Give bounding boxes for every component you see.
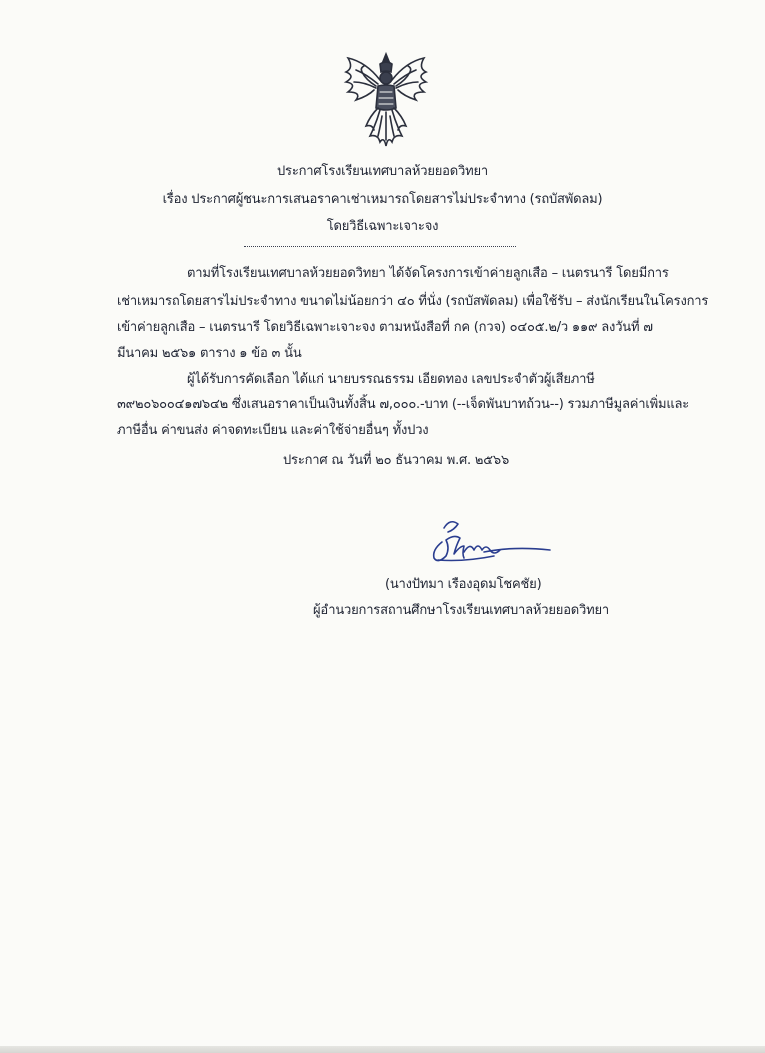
signatory-name: (นางปัทมา เรืองอุดมโชคชัย) — [385, 577, 542, 592]
para1-line4: มีนาคม ๒๕๖๑ ตาราง ๑ ข้อ ๓ นั้น — [117, 346, 302, 361]
signatory-position: ผู้อำนวยการสถานศึกษาโรงเรียนเทศบาลห้วยยอดวิทยา — [313, 603, 610, 618]
garuda-emblem-icon — [336, 50, 436, 150]
dotted-divider — [244, 246, 516, 247]
para1-line2: เช่าเหมารถโดยสารไม่ประจำทาง ขนาดไม่น้อยกว่า ๔๐ ที่นั่ง (รถบัสพัดลม) เพื่อใช้รับ – ส่งนักเรียนในโครงการ — [117, 294, 709, 309]
para2-line2: ๓๙๒๐๖๐๐๔๑๗๖๔๒ ซึ่งเสนอราคาเป็นเงินทั้งสิ้น ๗,๐๐๐.-บาท (--เจ็ดพันบาทถ้วน--) รวมภาษีมูลค่าเพิ่มและ — [117, 397, 690, 412]
para1-line1: ตามที่โรงเรียนเทศบาลห้วยยอดวิทยา ได้จัดโครงการเข้าค่ายลูกเสือ – เนตรนารี โดยมีการ — [187, 266, 669, 281]
scan-bottom-edge — [0, 1046, 765, 1053]
announcement-title: ประกาศโรงเรียนเทศบาลห้วยยอดวิทยา — [276, 164, 488, 179]
para2-line1: ผู้ได้รับการคัดเลือก ได้แก่ นายบรรณธรรม เอียดทอง เลขประจำตัวผู้เสียภาษี — [187, 372, 595, 387]
procurement-method: โดยวิธีเฉพาะเจาะจง — [326, 219, 439, 234]
announcement-date: ประกาศ ณ วันที่ ๒๐ ธันวาคม พ.ศ. ๒๕๖๖ — [283, 453, 510, 468]
announcement-subject: เรื่อง ประกาศผู้ชนะการเสนอราคาเช่าเหมารถโดยสารไม่ประจำทาง (รถบัสพัดลม) — [162, 192, 603, 207]
para1-line3: เข้าค่ายลูกเสือ – เนตรนารี โดยวิธีเฉพาะเจาะจง ตามหนังสือที่ กค (กวจ) ๐๔๐๕.๒/ว ๑๑๙ ลงวันที่ ๗ — [117, 320, 653, 335]
para2-line3: ภาษีอื่น ค่าขนส่ง ค่าจดทะเบียน และค่าใช้จ่ายอื่นๆ ทั้งปวง — [117, 423, 429, 438]
handwritten-signature — [424, 516, 554, 568]
